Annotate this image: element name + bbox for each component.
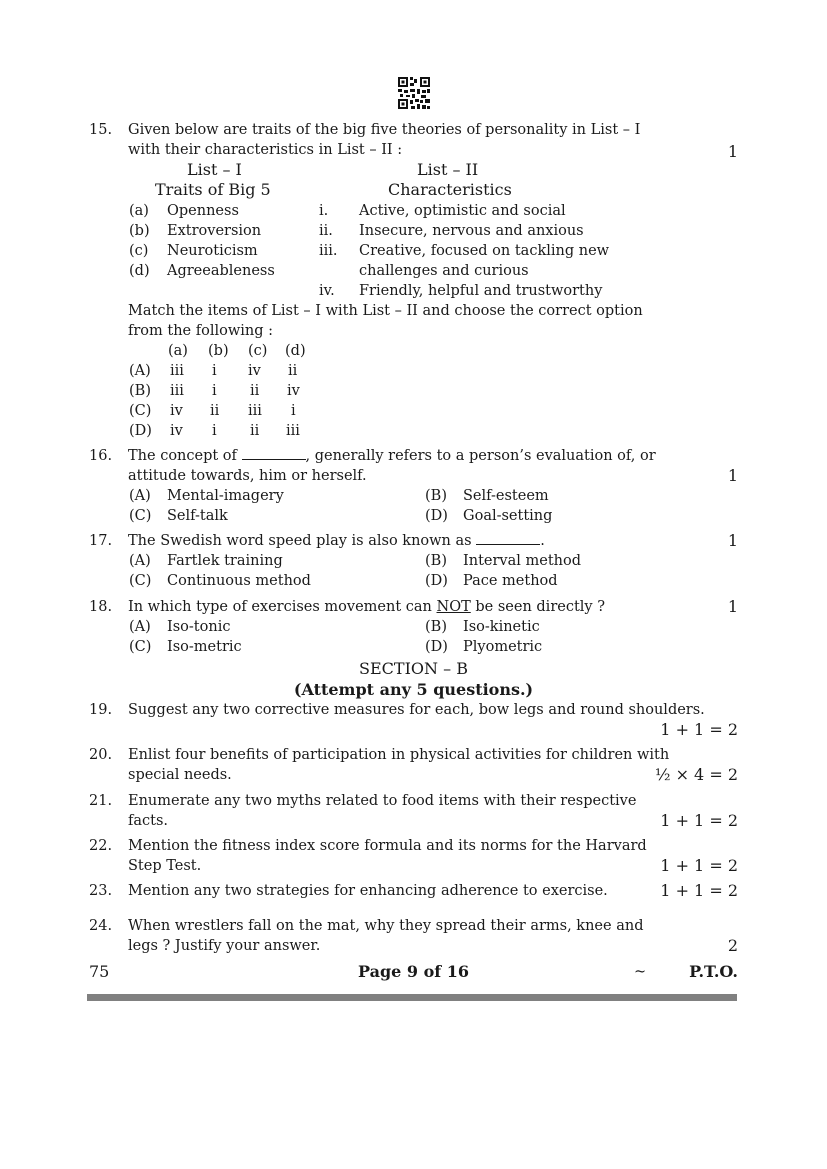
question-text: facts. [128, 813, 169, 829]
list1-item: Neuroticism [167, 243, 258, 259]
marks: 1 [727, 597, 738, 616]
question-text [128, 446, 656, 466]
option-text: Fartlek training [167, 553, 283, 569]
option-value: iii [286, 423, 300, 439]
question-text: attitude towards, him or herself. [128, 468, 367, 484]
question-number: 18. [89, 599, 113, 615]
option-label: (B) [129, 383, 151, 399]
option-label: (B) [425, 553, 447, 569]
fill-blank [242, 447, 306, 460]
marks: 1 [727, 531, 738, 550]
list1-item: Openness [167, 203, 239, 219]
list1-subtitle: Traits of Big 5 [155, 180, 271, 199]
option-text: Goal-setting [463, 508, 553, 524]
instruction-text: Match the items of List – I with List – II and choose the correct option [128, 303, 643, 319]
option-text: Self-talk [167, 508, 228, 524]
list1-key: (a) [129, 203, 149, 219]
option-value: iii [170, 363, 184, 379]
option-text: Interval method [463, 553, 581, 569]
list1-item: Agreeableness [167, 263, 275, 279]
option-label: (A) [129, 488, 151, 504]
option-text: Self-esteem [463, 488, 549, 504]
option-label: (D) [425, 639, 448, 655]
list2-item: challenges and curious [359, 263, 529, 279]
question-text-part: , generally refers to a person’s evaluation of, or [305, 448, 656, 464]
question-text: special needs. [128, 767, 232, 783]
marks: 1 + 1 = 2 [660, 881, 738, 900]
marks: ½ × 4 = 2 [654, 765, 738, 784]
option-value: i [212, 423, 217, 439]
question-text: Mention any two strategies for enhancing adherence to exercise. [128, 883, 608, 899]
option-label: (B) [425, 619, 447, 635]
option-text: Iso-metric [167, 639, 242, 655]
list2-title: List – II [417, 160, 479, 179]
question-number: 16. [89, 448, 113, 464]
marks: 1 + 1 = 2 [660, 811, 738, 830]
list2-item: Creative, focused on tackling new [359, 243, 610, 259]
option-value: i [212, 363, 217, 379]
marks: 1 [727, 142, 738, 161]
section-title: SECTION – B [359, 659, 468, 678]
question-text [128, 531, 545, 551]
option-value: iv [170, 423, 183, 439]
option-label: (D) [425, 573, 448, 589]
paper-code: 75 [89, 962, 110, 981]
question-text-part: The concept of [128, 448, 237, 464]
question-number: 17. [89, 533, 113, 549]
list1-title: List – I [187, 160, 242, 179]
option-text: Pace method [463, 573, 558, 589]
question-number: 24. [89, 918, 113, 934]
question-text: Given below are traits of the big five theories of personality in List – I [128, 122, 641, 138]
list2-item: Friendly, helpful and trustworthy [359, 283, 603, 299]
option-text: Mental-imagery [167, 488, 284, 504]
question-number: 22. [89, 838, 113, 854]
question-text-part: be seen directly ? [475, 599, 605, 615]
option-value: ii [210, 403, 220, 419]
list2-item: Insecure, nervous and anxious [359, 223, 584, 239]
option-label: (C) [129, 639, 152, 655]
list1-key: (c) [129, 243, 149, 259]
list2-key: iii. [319, 243, 338, 259]
question-text: When wrestlers fall on the mat, why they spread their arms, knee and [128, 918, 644, 934]
table-header: (a) [168, 343, 188, 359]
list2-key: iv. [319, 283, 335, 299]
list2-key: i. [319, 203, 329, 219]
tilde-mark: ~ [634, 964, 647, 980]
please-turn-over: P.T.O. [689, 962, 738, 981]
option-value: iii [248, 403, 262, 419]
option-value: ii [250, 423, 260, 439]
table-header: (b) [208, 343, 229, 359]
option-value: iii [170, 383, 184, 399]
option-text: Iso-kinetic [463, 619, 540, 635]
option-label: (A) [129, 363, 151, 379]
question-number: 15. [89, 122, 113, 138]
table-header: (c) [248, 343, 268, 359]
option-label: (D) [129, 423, 152, 439]
option-text: Plyometric [463, 639, 543, 655]
page-number: Page 9 of 16 [358, 962, 469, 981]
question-number: 23. [89, 883, 113, 899]
question-number: 21. [89, 793, 113, 809]
option-value: iv [170, 403, 183, 419]
option-value: i [212, 383, 217, 399]
list2-item: Active, optimistic and social [359, 203, 566, 219]
option-value: iv [287, 383, 300, 399]
option-value: iv [248, 363, 261, 379]
list2-key: ii. [319, 223, 333, 239]
list1-key: (d) [129, 263, 150, 279]
qr-code-icon [397, 76, 431, 110]
question-text: with their characteristics in List – II : [128, 142, 403, 158]
question-text-part: In which type of exercises movement can [128, 599, 432, 615]
question-text: legs ? Justify your answer. [128, 938, 321, 954]
option-label: (C) [129, 403, 152, 419]
question-text: Mention the fitness index score formula and its norms for the Harvard [128, 838, 647, 854]
question-text-part: The Swedish word speed play is also known as [128, 533, 472, 549]
question-text: Enlist four benefits of participation in physical activities for children with [128, 747, 670, 763]
option-value: ii [288, 363, 298, 379]
option-text: Continuous method [167, 573, 311, 589]
question-number: 19. [89, 702, 113, 718]
question-text: Enumerate any two myths related to food items with their respective [128, 793, 637, 809]
option-label: (C) [129, 573, 152, 589]
list1-key: (b) [129, 223, 150, 239]
option-label: (A) [129, 553, 151, 569]
question-number: 20. [89, 747, 113, 763]
marks: 1 + 1 = 2 [660, 856, 738, 875]
option-label: (C) [129, 508, 152, 524]
list1-item: Extroversion [167, 223, 262, 239]
question-text: Suggest any two corrective measures for each, bow legs and round shoulders. [128, 702, 705, 718]
option-label: (B) [425, 488, 447, 504]
option-label: (D) [425, 508, 448, 524]
marks: 2 [727, 936, 738, 955]
question-text: Step Test. [128, 858, 202, 874]
marks: 1 [727, 466, 738, 485]
footer-divider-bar [87, 994, 737, 1001]
question-text [128, 597, 605, 617]
option-label: (A) [129, 619, 151, 635]
instruction-text: from the following : [128, 323, 274, 339]
list2-subtitle: Characteristics [388, 180, 512, 199]
emphasis-not: NOT [436, 599, 471, 615]
option-value: ii [250, 383, 260, 399]
fill-blank [476, 532, 540, 545]
marks: 1 + 1 = 2 [660, 720, 738, 739]
option-value: i [291, 403, 296, 419]
section-subtitle: (Attempt any 5 questions.) [293, 680, 534, 699]
option-text: Iso-tonic [167, 619, 231, 635]
question-text-part: . [540, 533, 545, 549]
table-header: (d) [285, 343, 306, 359]
